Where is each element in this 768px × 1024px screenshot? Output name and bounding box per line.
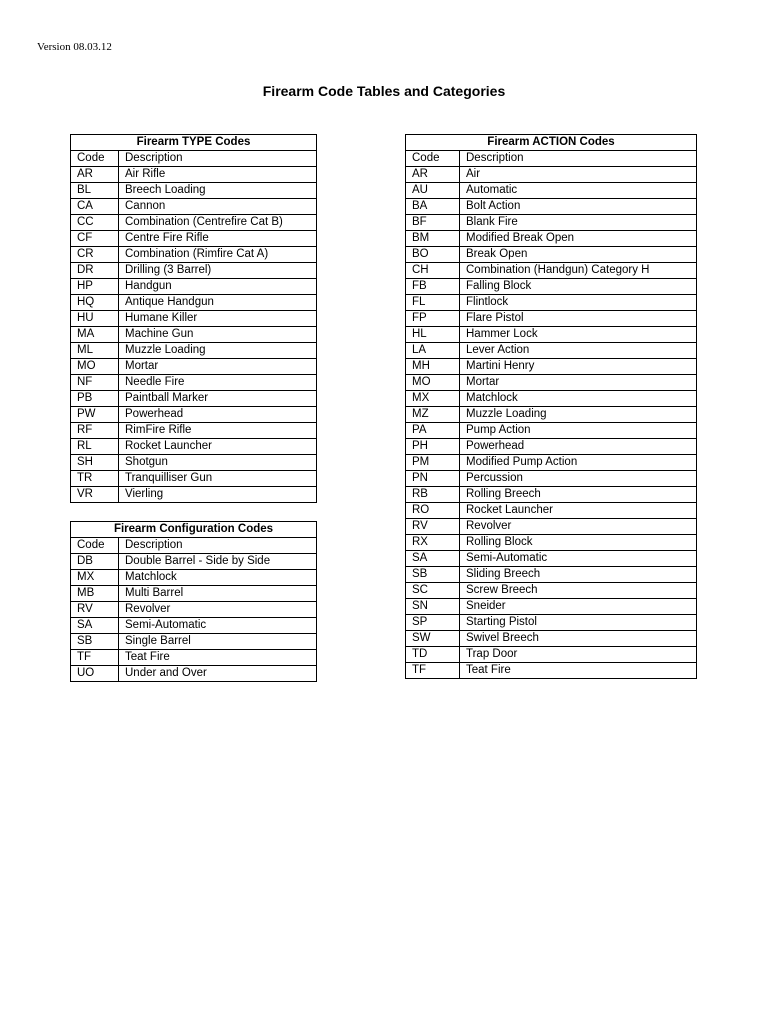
description-cell: Break Open [460,247,697,263]
description-cell: Screw Breech [460,583,697,599]
description-cell: Lever Action [460,343,697,359]
description-cell: Breech Loading [119,183,317,199]
table-row [406,215,697,231]
description-cell: Vierling [119,487,317,503]
code-cell: AR [406,167,460,183]
code-cell: ML [71,343,119,359]
code-cell: SW [406,631,460,647]
table-row [71,487,317,503]
code-cell: MO [71,359,119,375]
code-cell: PW [71,407,119,423]
description-cell: Drilling (3 Barrel) [119,263,317,279]
description-cell: Rocket Launcher [460,503,697,519]
code-cell: BO [406,247,460,263]
description-cell: Automatic [460,183,697,199]
description-cell: Swivel Breech [460,631,697,647]
table-row [406,327,697,343]
table-row [71,359,317,375]
code-cell: TR [71,471,119,487]
code-cell: MO [406,375,460,391]
table-row [71,455,317,471]
description-cell: Machine Gun [119,327,317,343]
code-cell: FB [406,279,460,295]
code-cell: SH [71,455,119,471]
table-row [71,650,317,666]
description-cell: Sneider [460,599,697,615]
description-cell: Rolling Block [460,535,697,551]
code-cell: RX [406,535,460,551]
code-cell: BL [71,183,119,199]
code-cell: PA [406,423,460,439]
column-header-code: Code [71,538,119,554]
code-cell: NF [71,375,119,391]
table-row [71,247,317,263]
action-codes-table [405,134,697,679]
table-row [406,551,697,567]
description-cell: Revolver [119,602,317,618]
code-cell: BF [406,215,460,231]
version-label: Version 08.03.12 [37,41,112,53]
code-cell: CC [71,215,119,231]
description-cell: Trap Door [460,647,697,663]
code-cell: PH [406,439,460,455]
description-cell: Modified Pump Action [460,455,697,471]
code-cell: RL [71,439,119,455]
table-row [71,570,317,586]
table-row [71,375,317,391]
code-cell: TF [71,650,119,666]
table-row [406,519,697,535]
column-header-description: Description [119,151,317,167]
table-row [71,327,317,343]
code-cell: HL [406,327,460,343]
table-row [406,343,697,359]
table-row [71,215,317,231]
table-row [406,183,697,199]
code-cell: DB [71,554,119,570]
description-cell: Sliding Breech [460,567,697,583]
table-row [406,247,697,263]
table-row [71,471,317,487]
table-row [406,503,697,519]
table-row [71,634,317,650]
code-cell: BA [406,199,460,215]
description-cell: Humane Killer [119,311,317,327]
table-row [71,279,317,295]
code-cell: MX [71,570,119,586]
type-codes-table [70,134,317,503]
code-cell: SP [406,615,460,631]
description-cell: Teat Fire [119,650,317,666]
description-cell: Muzzle Loading [119,343,317,359]
description-cell: Teat Fire [460,663,697,679]
table-row [406,631,697,647]
code-cell: SA [71,618,119,634]
description-cell: Combination (Handgun) Category H [460,263,697,279]
code-cell: RV [71,602,119,618]
table-row [406,535,697,551]
table-row [71,263,317,279]
code-cell: HP [71,279,119,295]
table-row [406,359,697,375]
table-row [71,618,317,634]
code-cell: SA [406,551,460,567]
code-cell: MA [71,327,119,343]
table-row [71,586,317,602]
description-cell: Combination (Rimfire Cat A) [119,247,317,263]
table-row [406,391,697,407]
table-row [406,311,697,327]
description-cell: Flintlock [460,295,697,311]
description-cell: Under and Over [119,666,317,682]
table-row [406,199,697,215]
table-row [71,183,317,199]
description-cell: Air [460,167,697,183]
code-cell: AR [71,167,119,183]
table-heading: Firearm Configuration Codes [71,522,317,538]
description-cell: Paintball Marker [119,391,317,407]
code-cell: TF [406,663,460,679]
table-row [406,487,697,503]
table-row [406,439,697,455]
description-cell: Flare Pistol [460,311,697,327]
table-row [406,567,697,583]
code-cell: FP [406,311,460,327]
table-row [406,647,697,663]
code-cell: MB [71,586,119,602]
description-cell: Needle Fire [119,375,317,391]
code-cell: PB [71,391,119,407]
description-cell: Bolt Action [460,199,697,215]
description-cell: Cannon [119,199,317,215]
code-cell: DR [71,263,119,279]
description-cell: Percussion [460,471,697,487]
description-cell: Starting Pistol [460,615,697,631]
code-cell: MH [406,359,460,375]
description-cell: Hammer Lock [460,327,697,343]
code-cell: HU [71,311,119,327]
code-cell: VR [71,487,119,503]
description-cell: Muzzle Loading [460,407,697,423]
description-cell: Tranquilliser Gun [119,471,317,487]
table-heading: Firearm TYPE Codes [71,135,317,151]
description-cell: Semi-Automatic [119,618,317,634]
code-cell: MZ [406,407,460,423]
description-cell: Modified Break Open [460,231,697,247]
table-row [71,439,317,455]
description-cell: Mortar [119,359,317,375]
description-cell: Double Barrel - Side by Side [119,554,317,570]
table-row [406,295,697,311]
description-cell: Multi Barrel [119,586,317,602]
description-cell: Semi-Automatic [460,551,697,567]
description-cell: Rolling Breech [460,487,697,503]
code-cell: PN [406,471,460,487]
code-cell: HQ [71,295,119,311]
table-row [71,407,317,423]
code-cell: SC [406,583,460,599]
table-row [406,407,697,423]
table-row [406,471,697,487]
code-cell: RO [406,503,460,519]
table-heading: Firearm ACTION Codes [406,135,697,151]
table-row [406,615,697,631]
table-row [71,666,317,682]
table-row [71,295,317,311]
table-row [71,554,317,570]
code-cell: BM [406,231,460,247]
table-row [71,231,317,247]
description-cell: Rocket Launcher [119,439,317,455]
description-cell: Shotgun [119,455,317,471]
description-cell: Single Barrel [119,634,317,650]
table-row [71,199,317,215]
description-cell: Pump Action [460,423,697,439]
code-cell: RV [406,519,460,535]
column-header-code: Code [406,151,460,167]
column-header-description: Description [460,151,697,167]
code-cell: SN [406,599,460,615]
table-row [406,599,697,615]
table-row [71,602,317,618]
code-cell: LA [406,343,460,359]
table-row [71,343,317,359]
table-row [71,311,317,327]
code-cell: MX [406,391,460,407]
table-row [406,583,697,599]
column-header-description: Description [119,538,317,554]
description-cell: Powerhead [119,407,317,423]
table-row [71,423,317,439]
page-title: Firearm Code Tables and Categories [262,83,506,99]
code-cell: SB [71,634,119,650]
table-row [71,167,317,183]
table-row [71,391,317,407]
code-cell: FL [406,295,460,311]
description-cell: Combination (Centrefire Cat B) [119,215,317,231]
description-cell: Matchlock [119,570,317,586]
code-cell: PM [406,455,460,471]
code-cell: CR [71,247,119,263]
description-cell: Mortar [460,375,697,391]
configuration-codes-table [70,521,317,682]
code-cell: UO [71,666,119,682]
description-cell: Blank Fire [460,215,697,231]
table-row [406,279,697,295]
description-cell: Martini Henry [460,359,697,375]
code-cell: RF [71,423,119,439]
code-cell: TD [406,647,460,663]
table-row [406,375,697,391]
description-cell: Matchlock [460,391,697,407]
code-cell: CF [71,231,119,247]
description-cell: Handgun [119,279,317,295]
table-row [406,167,697,183]
table-row [406,231,697,247]
description-cell: Air Rifle [119,167,317,183]
table-row [406,663,697,679]
description-cell: Centre Fire Rifle [119,231,317,247]
description-cell: Falling Block [460,279,697,295]
column-header-code: Code [71,151,119,167]
table-row [406,263,697,279]
table-row [406,455,697,471]
table-row [406,423,697,439]
description-cell: Powerhead [460,439,697,455]
code-cell: RB [406,487,460,503]
code-cell: CH [406,263,460,279]
code-cell: SB [406,567,460,583]
code-cell: CA [71,199,119,215]
description-cell: RimFire Rifle [119,423,317,439]
description-cell: Antique Handgun [119,295,317,311]
code-cell: AU [406,183,460,199]
description-cell: Revolver [460,519,697,535]
